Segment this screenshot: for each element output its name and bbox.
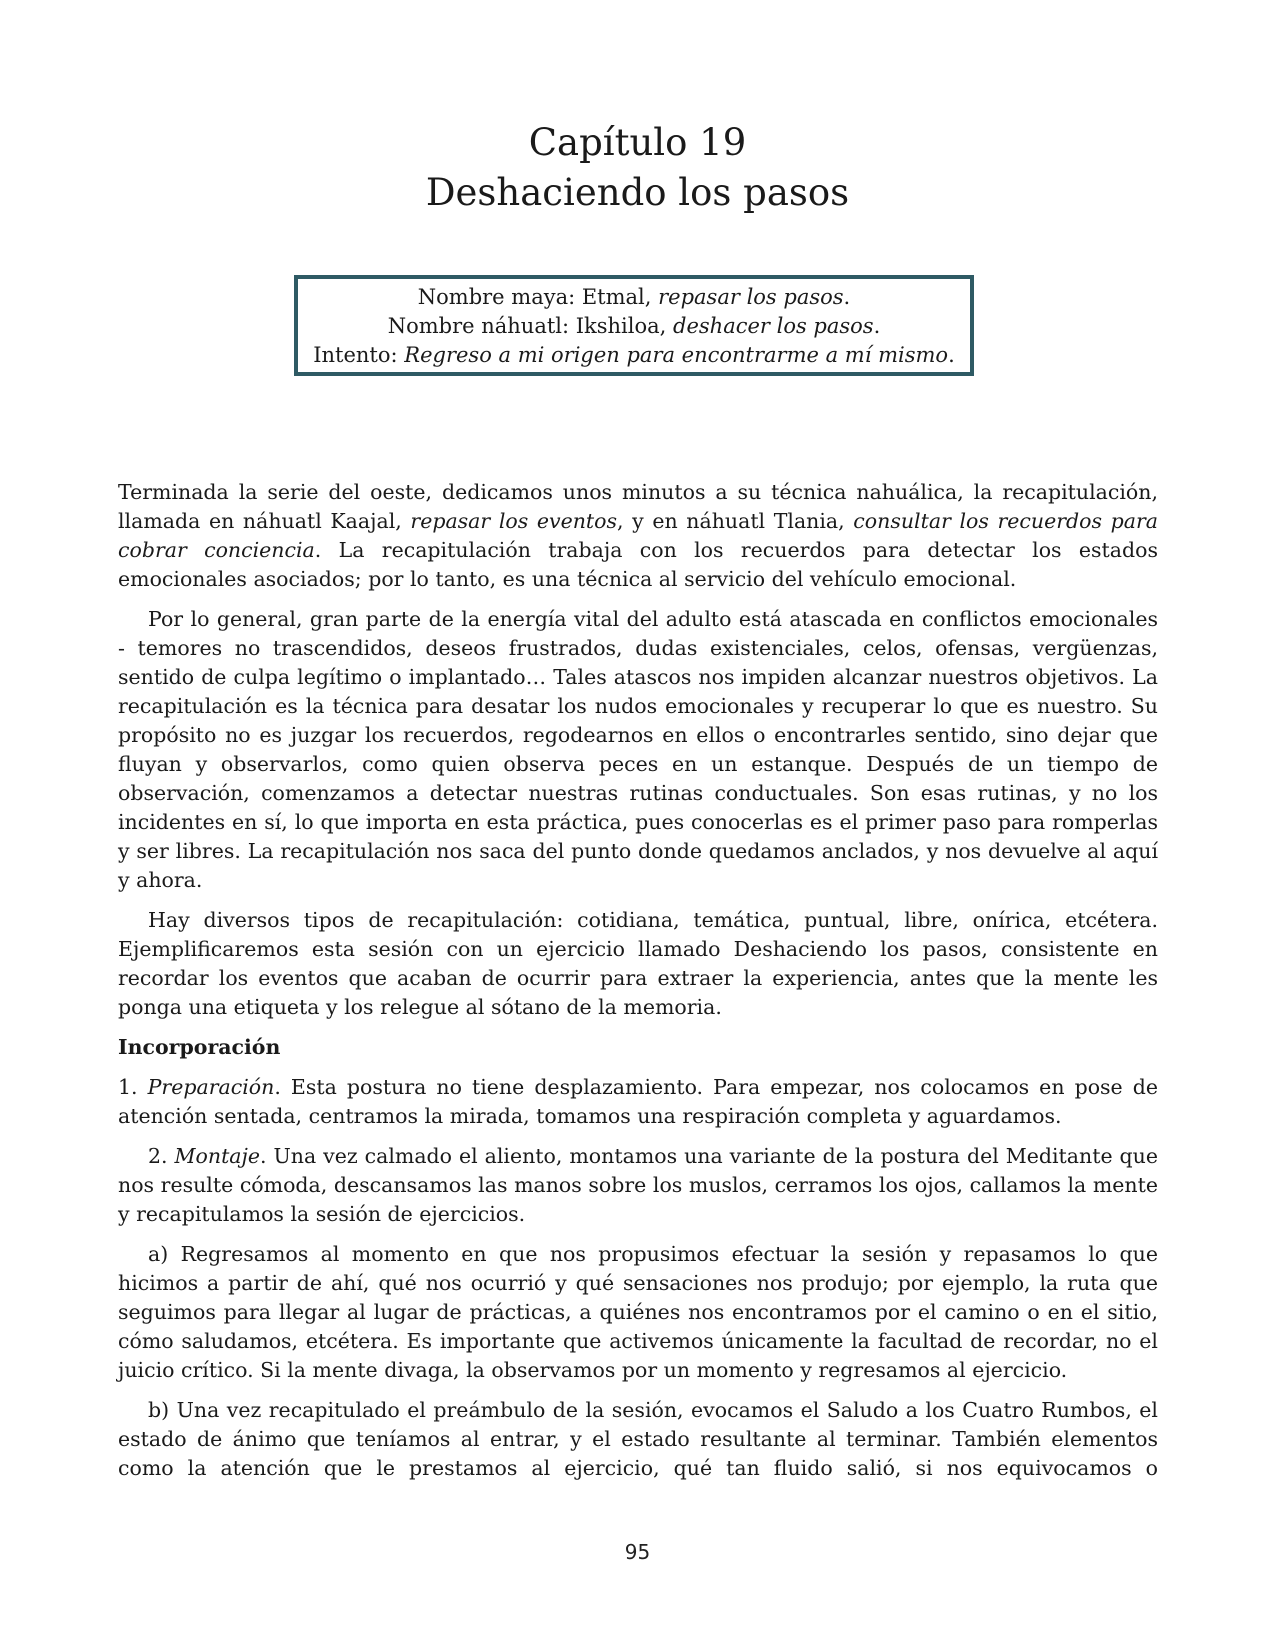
text-run: Terminada la serie del oeste, dedicamos unos minutos a su técnica nahuálica, la recapitulación, llamada en náhuatl Kaajal, (118, 480, 1158, 533)
page-number: 95 (624, 1540, 651, 1564)
step-number: 2. (148, 1144, 175, 1168)
intent-text: Regreso a mi origen para encontrarme a mí mismo (404, 343, 949, 367)
step-2-paragraph (118, 1142, 1158, 1229)
step-number: 1. (118, 1075, 148, 1099)
italic-run: consultar los recuerdos para cobrar conciencia (118, 509, 1159, 562)
step-text: . Una vez calmado el aliento, montamos una variante de la postura del Meditante que nos resulte cómoda, descansamos las manos sobre los muslos, cerramos los ojos, callamos la mente y recapitulamos la sesión de ejercicios. (118, 1144, 1158, 1226)
step-a-paragraph: a) Regresamos al momento en que nos propusimos efectuar la sesión y repasamos lo que hicimos a partir de ahí, qué nos ocurrió y qué sensaciones nos produjo; por ejemplo, la ruta que seguimos para llegar al lugar de prácticas, a quiénes nos encontramos por el camino o en el sitio, cómo saludamos, etcétera. Es importante que activemos únicamente la facultad de recordar, no el juicio crítico. Si la mente divaga, la observamos por un momento y regresamos al ejercicio. (118, 1242, 1158, 1382)
step-label: Montaje (174, 1144, 261, 1168)
nahuatl-name-line (298, 312, 970, 341)
intent-line (298, 341, 970, 370)
period: . (843, 285, 851, 309)
paragraph: Por lo general, gran parte de la energía vital del adulto está atascada en conflictos emocionales - temores no trascendidos, deseos frustrados, dudas existenciales, celos, ofensas, vergüenzas, sentido de culpa legítimo o implantado… Tales atascos nos impiden alcanzar nuestros objetivos. La recapitulación es la técnica para desatar los nudos emocionales y recuperar lo que es nuestro. Su propósito no es juzgar los recuerdos, regodearnos en ellos o encontrarles sentido, sino dejar que fluyan y observarlos, como quien observa peces en un estanque. Después de un tiempo de observación, comenzamos a detectar nuestras rutinas conductuales. Son esas rutinas, y no los incidentes en sí, lo que importa en esta práctica, pues conocerlas es el primer paso para romperlas y ser libres. La recapitulación nos saca del punto donde quedamos anclados, y nos devuelve al aquí y ahora. (118, 607, 1158, 892)
period: . (873, 314, 881, 338)
text-run: . La recapitulación trabaja con los recuerdos para detectar los estados emocionales asociados; por lo tanto, es una técnica al servicio del vehículo emocional. (118, 538, 1158, 591)
maya-name-meaning: repasar los pasos (658, 285, 844, 309)
step-label: Preparación (147, 1075, 275, 1099)
chapter-name: Deshaciendo los pasos (425, 171, 850, 214)
section-heading: Incorporación (118, 1035, 281, 1059)
intent-label: Intento: (313, 343, 405, 367)
intro-paragraph (118, 478, 1158, 594)
text-run: , y en náhuatl Tlania, (617, 509, 854, 533)
chapter-number: Capítulo 19 (528, 121, 747, 164)
italic-run: repasar los eventos (410, 509, 617, 533)
paragraph: Hay diversos tipos de recapitulación: cotidiana, temática, puntual, libre, onírica, etcétera. Ejemplificaremos esta sesión con un ejercicio llamado Deshaciendo los pasos, consistente en recordar los eventos que acaban de ocurrir para extraer la experiencia, antes que la mente les ponga una etiqueta y los relegue al sótano de la memoria. (118, 908, 1158, 1019)
nahuatl-name-label: Nombre náhuatl: Ikshiloa, (387, 314, 674, 338)
chapter-title (0, 118, 1275, 218)
chapter-infobox (294, 275, 974, 376)
step-text: . Esta postura no tiene desplazamiento. Para empezar, nos colocamos en pose de atención sentada, centramos la mirada, tomamos una respiración completa y aguardamos. (118, 1075, 1159, 1128)
period: . (948, 343, 955, 367)
step-b-paragraph: b) Una vez recapitulado el preámbulo de la sesión, evocamos el Saludo a los Cuatro Rumbos, el estado de ánimo que teníamos al entrar, y el estado resultante al terminar. También elementos como la atención que le prestamos al ejercicio, qué tan fluido salió, si nos equivocamos o (118, 1398, 1158, 1480)
maya-name-label: Nombre maya: Etmal, (417, 285, 659, 309)
maya-name-line (298, 283, 970, 312)
nahuatl-name-meaning: deshacer los pasos (673, 314, 874, 338)
step-1-paragraph (118, 1073, 1158, 1131)
body-text (118, 478, 1158, 1494)
